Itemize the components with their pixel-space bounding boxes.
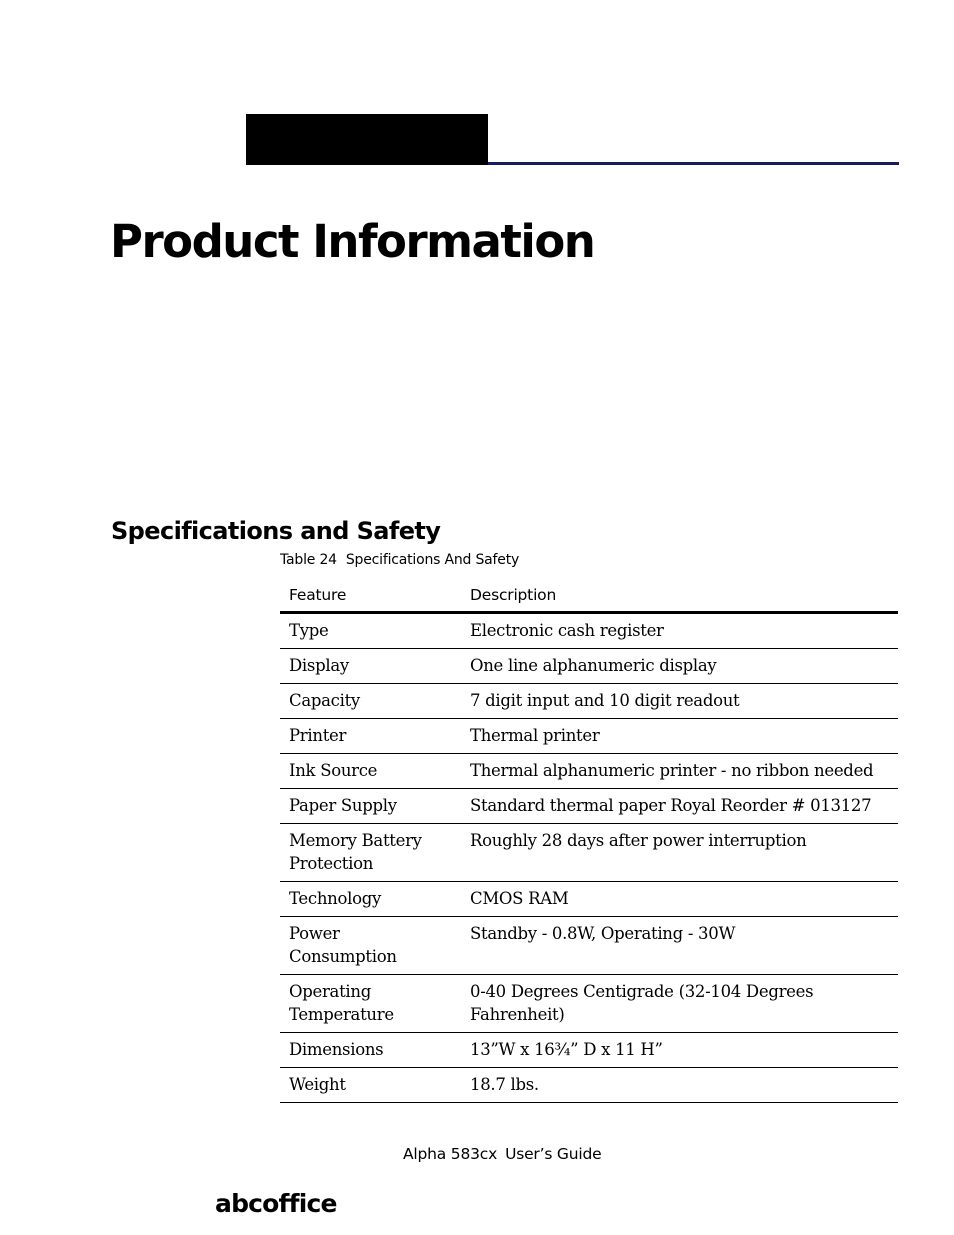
table-row [280, 789, 898, 824]
description-cell: Roughly 28 days after power interruption [461, 824, 898, 882]
table-row [280, 1033, 898, 1068]
chapter-header-rule [488, 162, 899, 165]
table-caption [280, 550, 519, 570]
table-row [280, 719, 898, 754]
table-row [280, 917, 898, 975]
feature-cell: Printer [280, 719, 461, 754]
table-caption-label: Table 24 [280, 552, 337, 568]
specifications-table [280, 580, 898, 1103]
table-row [280, 882, 898, 917]
page-footer [403, 1143, 601, 1165]
description-cell: Electronic cash register [461, 613, 898, 649]
feature-cell: Type [280, 613, 461, 649]
page-title: Product Information [110, 215, 595, 268]
feature-cell: Operating Temperature [280, 975, 461, 1033]
description-cell: CMOS RAM [461, 882, 898, 917]
description-cell: Thermal printer [461, 719, 898, 754]
description-cell: Standard thermal paper Royal Reorder # 013127 [461, 789, 898, 824]
table-row [280, 754, 898, 789]
table-row [280, 1068, 898, 1103]
feature-cell: Weight [280, 1068, 461, 1103]
feature-cell: Capacity [280, 684, 461, 719]
description-cell: 13”W x 16¾” D x 11 H” [461, 1033, 898, 1068]
description-cell: Thermal alphanumeric printer - no ribbon needed [461, 754, 898, 789]
description-cell: One line alphanumeric display [461, 649, 898, 684]
description-cell: 0-40 Degrees Centigrade (32-104 Degrees Fahrenheit) [461, 975, 898, 1033]
description-cell: 18.7 lbs. [461, 1068, 898, 1103]
table-row [280, 684, 898, 719]
description-cell: Standby - 0.8W, Operating - 30W [461, 917, 898, 975]
feature-cell: Paper Supply [280, 789, 461, 824]
table-header-row [280, 580, 898, 613]
column-header-feature: Feature [280, 580, 461, 613]
table-row [280, 824, 898, 882]
table-row [280, 649, 898, 684]
table-row [280, 975, 898, 1033]
chapter-header-block [246, 114, 488, 165]
footer-guide-title: User’s Guide [505, 1145, 602, 1163]
table-row [280, 613, 898, 649]
feature-cell: Ink Source [280, 754, 461, 789]
feature-cell: Memory Battery Protection [280, 824, 461, 882]
brand-logo: abcoffice [215, 1189, 337, 1218]
feature-cell: Technology [280, 882, 461, 917]
table-caption-text: Specifications And Safety [345, 552, 520, 568]
section-title: Specifications and Safety [111, 517, 441, 545]
description-cell: 7 digit input and 10 digit readout [461, 684, 898, 719]
column-header-description: Description [461, 580, 898, 613]
footer-product-name: Alpha 583cx [403, 1145, 498, 1163]
feature-cell: Display [280, 649, 461, 684]
feature-cell: Dimensions [280, 1033, 461, 1068]
feature-cell: Power Consumption [280, 917, 461, 975]
